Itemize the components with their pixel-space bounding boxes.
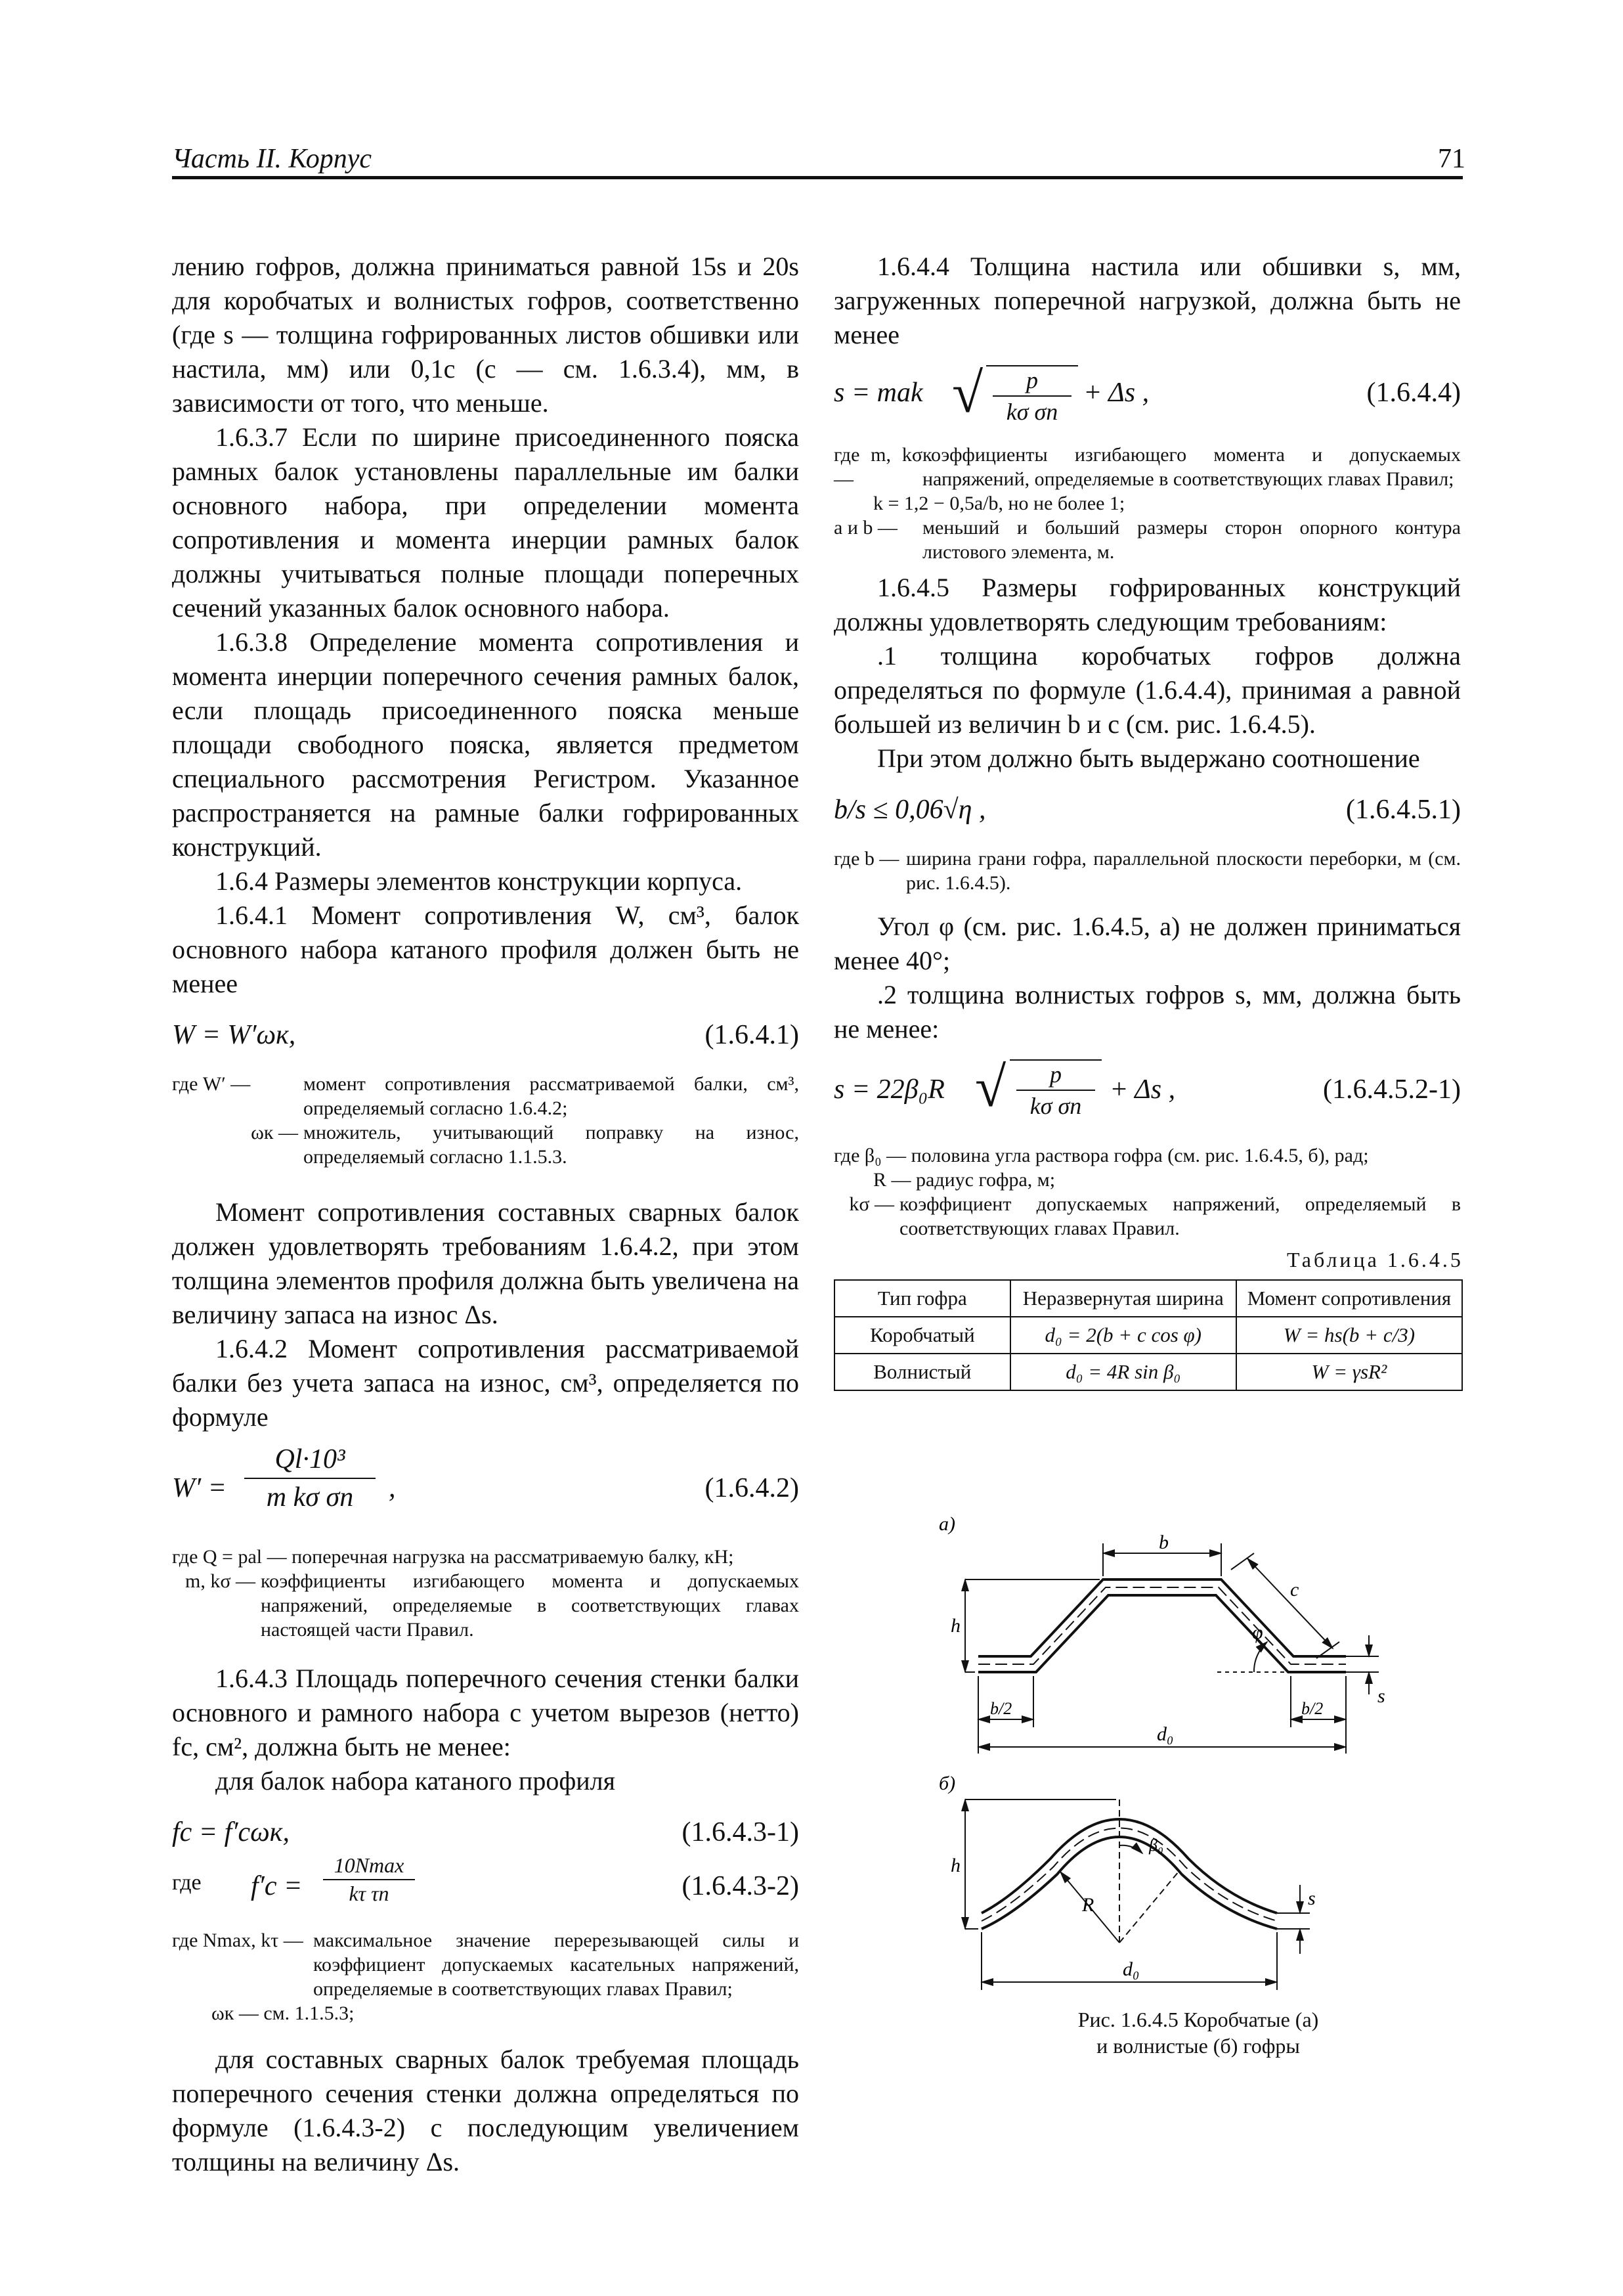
explanation-symbol: a и b —	[834, 517, 898, 539]
right-column	[834, 250, 1461, 1247]
equation-explanation	[834, 847, 1461, 895]
figure-corrugations	[834, 1491, 1463, 2006]
paragraph: Угол φ (см. рис. 1.6.4.5, a) не должен приниматься менее 40°;	[834, 912, 1461, 975]
explanation-text: ширина грани гофра, параллельной плоскости переборки, м (см. рис. 1.6.4.5).	[906, 848, 1461, 894]
equation-lhs: s = mak	[834, 378, 923, 408]
table-header-cell: Момент сопротивления	[1236, 1280, 1462, 1317]
fraction-numerator: Ql·10³	[274, 1444, 345, 1474]
fraction-bar	[323, 1879, 415, 1880]
paragraph: 1.6.4.4 Толщина настила или обшивки s, мм, загруженных поперечной нагрузкой, должна быть не менее	[834, 252, 1461, 349]
equation-lhs: f′c =	[251, 1871, 303, 1901]
explanation-text: коэффициент допускаемых напряжений, определяемый в соответствующих главах Правил.	[899, 1193, 1461, 1239]
equation-number: (1.6.4.5.2-1)	[1323, 1074, 1461, 1105]
explanation-symbol: где W′ —	[172, 1073, 251, 1095]
equation-1-6-4-1	[172, 1010, 799, 1063]
sqrt-sign: √	[975, 1055, 1006, 1118]
table-cell: Коробчатый	[834, 1317, 1010, 1354]
explanation-text: R — радиус гофра, м;	[873, 1169, 1056, 1191]
dim-b: b	[1159, 1532, 1169, 1553]
fraction	[323, 1853, 415, 1906]
equation-lhs: s = 22β₀R	[834, 1074, 945, 1105]
equation-explanation	[834, 443, 1461, 564]
dim-d0: d₀	[1123, 1958, 1140, 1980]
paragraph: 1.6.3.7 Если по ширине присоединенного пояска рамных балок установлены параллельные им балки основного набора, при определении момента сопротивления и момента инерции рамных балок должны учитываться полные площади поперечных сечений указанных балок основного набора.	[172, 422, 799, 623]
paragraph: лению гофров, должна приниматься равной 15s и 20s для коробчатых и волнистых гофров, соответственно (где s — толщина гофрированных листов обшивки или настила, мм) или 0,1c (c — см. 1.6.3.4), мм, в зависимости от того, что меньше.	[172, 252, 799, 418]
explanation-text: момент сопротивления рассматриваемой балки, см³, определяемый согласно 1.6.4.2;	[303, 1073, 799, 1119]
explanation-symbol: ωк —	[251, 1122, 298, 1143]
equation-1-6-4-2: W′ = Ql·10³ m kσ σn , (1.6.4.2)	[172, 1444, 799, 1512]
explanation-symbol: m, kσ —	[184, 1570, 255, 1592]
paragraph: При этом должно быть выдержано соотношение	[877, 743, 1420, 773]
figure-caption	[932, 2006, 1464, 2059]
dim-phi: φ	[1252, 1622, 1263, 1643]
equation-number: (1.6.4.3-2)	[682, 1871, 799, 1901]
dim-s: s	[1308, 1888, 1316, 1909]
paragraph: 1.6.4.1 Момент сопротивления W, см³, балок основного набора катаного профиля должен быть не менее	[172, 900, 799, 998]
equation-explanation	[172, 1545, 799, 1642]
equation-number: (1.6.4.4)	[1366, 378, 1461, 408]
fraction-denominator: kτ τn	[349, 1882, 389, 1905]
left-column	[172, 250, 799, 2179]
explanation-symbol: где m, kσ —	[834, 444, 922, 490]
explanation-symbol: kσ —	[849, 1193, 894, 1215]
equation-1-6-4-3-2	[172, 1853, 799, 1919]
table-row	[834, 1317, 1462, 1354]
equation-number: (1.6.4.3-1)	[682, 1817, 799, 1847]
explanation-text: коэффициенты изгибающего момента и допускаемых напряжений, определяемые в соответствующих главах Правил;	[922, 444, 1461, 490]
wave-corrugation-shape	[982, 1819, 1277, 1929]
explanation-text: меньший и больший размеры сторон опорного контура листового элемента, м.	[922, 517, 1461, 563]
equation-tail: + Δs ,	[1083, 378, 1150, 408]
table-cell: Волнистый	[834, 1354, 1010, 1390]
equation-explanation	[172, 1928, 799, 2025]
table-cell: d₀ = 2(b + c cos φ)	[1010, 1317, 1236, 1354]
paragraph: 1.6.4.2 Момент сопротивления рассматриваемой балки без учета запаса на износ, см³, определяется по формуле	[172, 1334, 799, 1432]
explanation-text: где β₀ — половина угла раствора гофра (см. рис. 1.6.4.5, б), рад;	[834, 1145, 1369, 1166]
dim-c: c	[1290, 1579, 1299, 1601]
figure-caption-line: Рис. 1.6.4.5 Коробчатые (а)	[1077, 2008, 1319, 2031]
fraction-numerator: p	[1050, 1061, 1062, 1088]
equation-body: W = W′ωк,	[172, 1020, 296, 1050]
fraction-denominator: kσ σn	[1006, 399, 1058, 425]
equation-1-6-4-4	[834, 361, 1461, 433]
equation-number: (1.6.4.1)	[704, 1020, 799, 1050]
table-header-cell: Тип гофра	[834, 1280, 1010, 1317]
paragraph: для составных сварных балок требуемая площадь поперечного сечения стенки должна определяться по формуле (1.6.4.3-2) с последующим увеличением толщины на величину Δs.	[172, 2044, 799, 2176]
explanation-text: коэффициенты изгибающего момента и допускаемых напряжений, определяемые в соответствующих главах настоящей части Правил.	[261, 1570, 799, 1641]
explanation-text: где Q = pal — поперечная нагрузка на рассматриваемую балку, кН;	[172, 1546, 734, 1568]
equation-1-6-4-5-1	[834, 785, 1461, 837]
table-caption: Таблица 1.6.4.5	[1287, 1248, 1463, 1271]
equation-number: (1.6.4.2)	[704, 1473, 799, 1503]
fraction-numerator: p	[1026, 367, 1038, 393]
dim-half-b-left: b/2	[990, 1699, 1012, 1718]
fraction-denominator: kσ σn	[1029, 1093, 1082, 1119]
dimension-lines	[965, 1543, 1379, 1754]
equation-body: b/s ≤ 0,06√η ,	[834, 795, 986, 825]
dim-h: h	[951, 1615, 961, 1637]
corrugation-table	[834, 1279, 1463, 1391]
fraction-denominator: m kσ σn	[266, 1482, 354, 1512]
fraction	[1010, 1059, 1102, 1120]
explanation-symbol: где b —	[834, 848, 899, 870]
paragraph: 1.6.4.3 Площадь поперечного сечения стенки балки основного и рамного набора с учетом вырезов (нетто) fc, см², должна быть не менее:	[172, 1664, 799, 1761]
dim-s: s	[1377, 1685, 1385, 1707]
equation-1-6-4-5-2-1	[834, 1055, 1461, 1134]
corrugation-diagram	[834, 1491, 1463, 2003]
table-cell: W = hs(b + c/3)	[1236, 1317, 1462, 1354]
fraction-bar	[1016, 1090, 1095, 1091]
equation-1-6-4-3-1	[172, 1807, 799, 1853]
dim-R: R	[1082, 1894, 1094, 1916]
fraction-bar	[244, 1478, 376, 1479]
explanation-symbol: где Nmax, kτ —	[172, 1930, 303, 1951]
equation-explanation	[172, 1072, 799, 1169]
paragraph: 1.6.4.5 Размеры гофрированных конструкций должны удовлетворять следующим требованиям:	[834, 573, 1461, 636]
figure-label-b: б)	[939, 1773, 956, 1794]
sqrt-sign: √	[952, 361, 984, 424]
equation-lhs: W′ =	[172, 1473, 227, 1503]
figure-label-a: а)	[939, 1513, 955, 1535]
explanation-text: k = 1,2 − 0,5a/b, но не более 1;	[873, 493, 1125, 514]
dim-beta0: β₀	[1149, 1836, 1163, 1855]
table-cell: d₀ = 4R sin β₀	[1010, 1354, 1236, 1390]
equation-number: (1.6.4.5.1)	[1346, 795, 1461, 825]
paragraph: .2 толщина волнистых гофров s, мм, должна быть не менее:	[834, 980, 1461, 1044]
table-row	[834, 1354, 1462, 1390]
page-number: 71	[1438, 144, 1465, 174]
table-header-row	[834, 1280, 1462, 1317]
page-header-title: Часть II. Корпус	[172, 144, 372, 174]
figure-caption-line: и волнистые (б) гофры	[1096, 2034, 1300, 2058]
equation-explanation	[834, 1143, 1461, 1241]
header-rule	[172, 176, 1463, 179]
table-cell: W = γsR²	[1236, 1354, 1462, 1390]
paragraph: 1.6.3.8 Определение момента сопротивления и момента инерции поперечного сечения рамных балок, если площадь присоединенного пояска меньше площади свободного пояска, является предметом специального рассмотрения Регистром. Указанное распространяется на рамные балки гофрированных конструкций.	[172, 627, 799, 862]
fraction	[986, 365, 1078, 426]
equation-prefix: где	[172, 1870, 202, 1895]
equation-body: fc = f′cωк,	[172, 1817, 290, 1847]
dim-half-b-right: b/2	[1301, 1699, 1324, 1718]
paragraph: Момент сопротивления составных сварных балок должен удовлетворять требованиям 1.6.4.2, при этом толщина элементов профиля должна быть увеличена на величину запаса на износ Δs.	[172, 1197, 799, 1329]
fraction-bar	[993, 395, 1071, 397]
fraction	[244, 1444, 376, 1513]
center-line	[982, 1828, 1277, 1922]
explanation-text: ωк — см. 1.1.5.3;	[211, 2002, 355, 2024]
section-heading: 1.6.4 Размеры элементов конструкции корпуса.	[215, 866, 743, 896]
equation-tail: + Δs ,	[1110, 1074, 1176, 1105]
paragraph: для балок набора катаного профиля	[215, 1766, 616, 1796]
explanation-text: множитель, учитывающий поправку на износ, определяемый согласно 1.1.5.3.	[303, 1122, 799, 1168]
table-header-cell: Неразвернутая ширина	[1010, 1280, 1236, 1317]
fraction-numerator: 10Nmax	[334, 1853, 404, 1877]
paragraph: .1 толщина коробчатых гофров должна определяться по формуле (1.6.4.4), принимая a равной большей из величин b и c (см. рис. 1.6.4.5).	[834, 641, 1461, 739]
dim-d0: d₀	[1157, 1723, 1174, 1745]
explanation-text: максимальное значение перерезывающей силы и коэффициент допускаемых касательных напряжений, определяемые в соответствующих главах Правил;	[313, 1930, 799, 2000]
dim-h: h	[951, 1855, 961, 1876]
